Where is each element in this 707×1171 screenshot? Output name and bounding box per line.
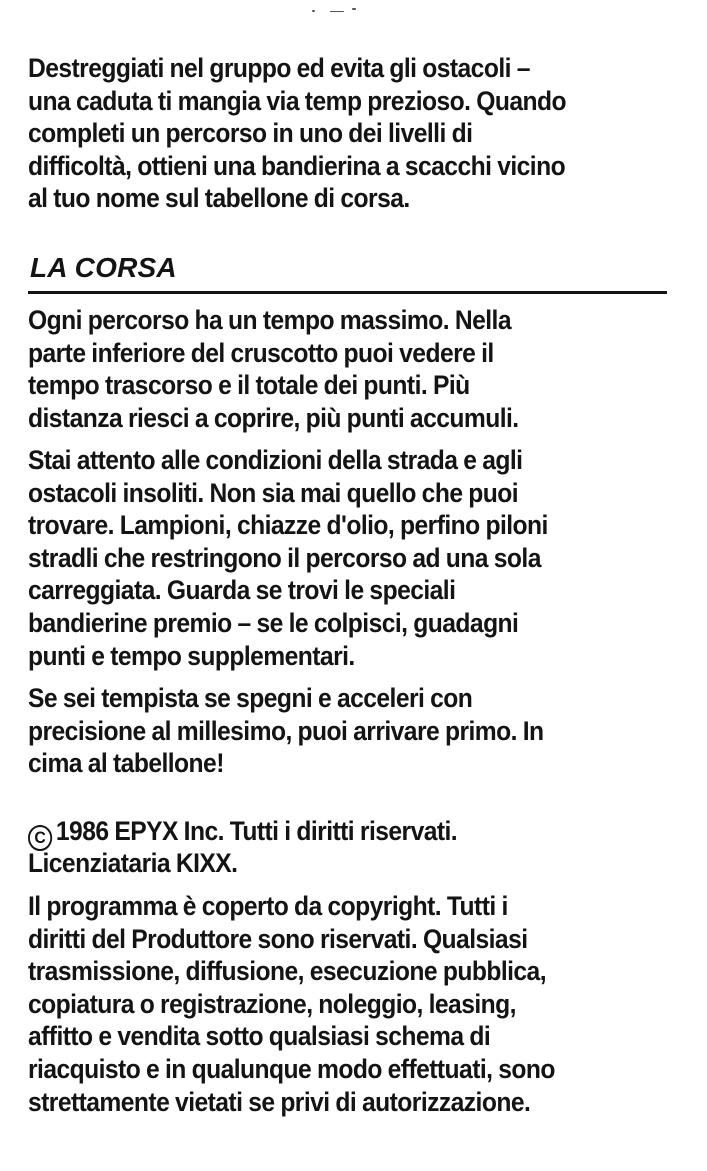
copyright-line bbox=[28, 815, 679, 851]
race-paragraph-2: Stai attento alle condizioni della strada e agli ostacoli insoliti. Non sia mai quello che puoi trovare. Lampioni, chiazze d'olio, perfino piloni stradli che restringono il percorso ad una sola carreggiata. Guarda se trovi le speciali bandierine premio – se le colpisci, guadagni punti e tempo supplementari. bbox=[28, 445, 548, 671]
heading-rule bbox=[28, 291, 667, 294]
licensee-line: Licenziataria KIXX. bbox=[28, 848, 238, 878]
race-paragraph-1: Ogni percorso ha un tempo massimo. Nella parte inferiore del cruscotto puoi vedere il tempo trascorso e il totale dei punti. Più distanza riesci a coprire, più punti accumuli. bbox=[28, 305, 519, 433]
scan-speck bbox=[330, 11, 344, 12]
copyright-text: 1986 EPYX Inc. Tutti i diritti riservati. bbox=[55, 816, 458, 846]
intro-paragraph: Destreggiati nel gruppo ed evita gli ostacoli – una caduta ti mangia via temp prezioso. Quando completi un percorso in uno dei livelli di difficoltà, ottieni una bandierina a scacchi vicino al tuo nome sul tabellone di corsa. bbox=[28, 53, 567, 214]
legal-notice: Il programma è coperto da copyright. Tutti i diritti del Produttore sono riservati. Qualsiasi trasmissione, diffusione, esecuzione pubblica, copiatura o registrazione, noleggio, leasing, affitto e vendita sotto qualsiasi schema di riacquisto e in qualunque modo effettuati, sono strettamente vietati se privi di autorizzazione. bbox=[28, 891, 555, 1117]
copyright-symbol-icon: C bbox=[28, 825, 52, 851]
scan-speck bbox=[312, 10, 315, 12]
scan-speck bbox=[352, 8, 356, 10]
race-paragraph-3: Se sei tempista se spegni e acceleri con precisione al millesimo, puoi arrivare primo. In cima al tabellone! bbox=[28, 683, 544, 779]
section-heading: LA CORSA bbox=[30, 252, 177, 283]
